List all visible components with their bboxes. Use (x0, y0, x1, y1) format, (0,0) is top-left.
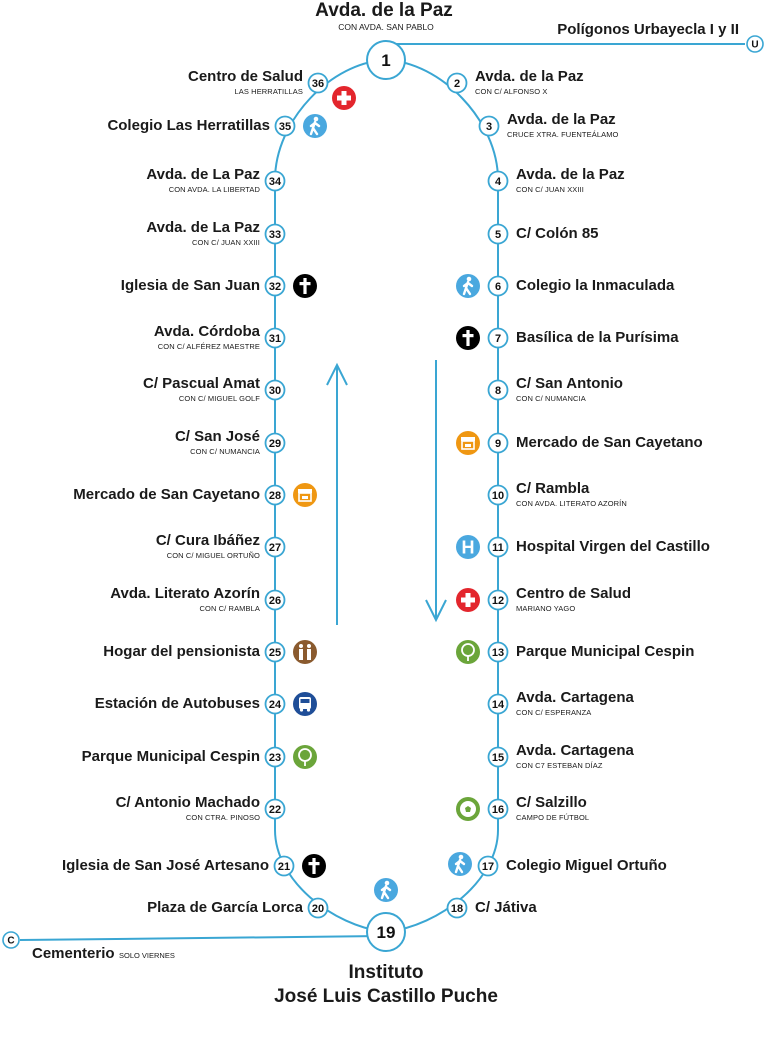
stop-32-label (121, 278, 260, 293)
stop-name: Centro de Salud (187, 68, 303, 85)
stop-19-circle (367, 913, 405, 951)
svg-text:24: 24 (268, 699, 282, 711)
urbayecla-branch-marker (747, 36, 763, 52)
red-cross-icon (456, 588, 480, 612)
stop-name: Centro de Salud (516, 585, 632, 602)
terminal-title-line1: Instituto (348, 962, 424, 983)
stop-34-marker (266, 172, 285, 191)
cross-icon (293, 274, 317, 298)
stop-name: Parque Municipal Cespin (516, 643, 695, 660)
svg-text:21: 21 (277, 861, 291, 873)
stop-33-marker (266, 225, 285, 244)
cross-icon (302, 854, 326, 878)
svg-text:6: 6 (494, 281, 502, 293)
market-stall-icon (293, 483, 317, 507)
stop-29-label (175, 429, 260, 456)
svg-text:36: 36 (311, 78, 325, 90)
stop-10-label (516, 481, 627, 508)
stop-name: Avda. Cartagena (516, 742, 634, 759)
stop-name: C/ Cura Ibáñez (155, 532, 260, 549)
poi-icons (293, 86, 480, 902)
svg-text:31: 31 (268, 333, 282, 345)
stop-cross-street: CON AVDA. LITERATO AZORÍN (516, 499, 627, 508)
stop-5-marker (489, 225, 508, 244)
stop-27-label (156, 533, 260, 560)
svg-text:H: H (461, 537, 475, 558)
stop-cross-street: LAS HERRATILLAS (234, 87, 303, 96)
stop-17-marker (479, 857, 498, 876)
stop-8-label (516, 376, 623, 403)
svg-text:23: 23 (268, 752, 282, 764)
svg-text:27: 27 (268, 542, 282, 554)
stop-36-label (188, 69, 303, 96)
stop-21-label (62, 858, 269, 873)
cross-icon (456, 326, 480, 350)
svg-text:10: 10 (491, 490, 505, 502)
stop-23-marker (266, 748, 285, 767)
svg-text:8: 8 (494, 385, 502, 397)
cementerio-label: Cementerio (32, 945, 115, 962)
stop-20-marker (309, 899, 328, 918)
stop-name: Iglesia de San José Artesano (61, 857, 269, 874)
stop-name: Mercado de San Cayetano (73, 486, 260, 503)
red-cross-icon (332, 86, 356, 110)
top-stop-subtitle: CON AVDA. SAN PABLO (338, 22, 434, 32)
stop-31-label (154, 324, 260, 351)
svg-text:17: 17 (481, 861, 495, 873)
market-stall-icon (456, 431, 480, 455)
stop-cross-street: CON C/ ESPERANZA (516, 708, 592, 717)
stop-16-marker (489, 800, 508, 819)
stop-name: C/ Antonio Machado (115, 794, 260, 811)
stop-18-marker (448, 899, 467, 918)
stop-6-marker (489, 277, 508, 296)
stop-name: C/ Colón 85 (516, 225, 599, 242)
stop-7-label (516, 330, 679, 345)
stop-15-label (516, 743, 634, 770)
stop-name: Avda. de La Paz (146, 166, 260, 183)
stop-name: C/ San José (174, 428, 260, 445)
svg-text:33: 33 (268, 229, 282, 241)
stop-name: Basílica de la Purísima (516, 329, 679, 346)
stop-26-label (110, 586, 260, 613)
stop-3-label (507, 112, 618, 139)
stop-27-marker (266, 538, 285, 557)
stop-16-label (516, 795, 589, 822)
svg-text:22: 22 (268, 804, 282, 816)
stop-name: Hospital Virgen del Castillo (516, 538, 710, 555)
stop-cross-street: CON C/ JUAN XXIII (516, 185, 584, 194)
tree-icon (456, 640, 480, 664)
stop-name: C/ Salzillo (516, 794, 587, 811)
terminal-title-line2: José Luis Castillo Puche (274, 986, 498, 1007)
stop-35-marker (276, 117, 295, 136)
terminal-walking-person-icon (374, 878, 398, 902)
stop-cross-street: CON C/ JUAN XXIII (192, 238, 260, 247)
stop-cross-street: CAMPO DE FÚTBOL (516, 813, 590, 822)
svg-text:5: 5 (494, 229, 502, 241)
stop-21-marker (275, 857, 294, 876)
stop-cross-street: CON AVDA. LA LIBERTAD (168, 185, 260, 194)
cementerio-note: SOLO VIERNES (118, 951, 175, 960)
stop-35-label (107, 118, 270, 133)
walking-person-icon (448, 852, 472, 876)
stop-name: Avda. de la Paz (516, 166, 625, 183)
top-stop-title: Avda. de la Paz (315, 0, 453, 21)
stop-2-marker (448, 74, 467, 93)
stop-30-marker (266, 381, 285, 400)
cementerio-branch-marker (3, 932, 19, 948)
stop-2-label (475, 69, 584, 96)
svg-text:16: 16 (491, 804, 505, 816)
svg-text:34: 34 (268, 176, 282, 188)
branch-cementerio-line (20, 936, 386, 940)
svg-text:14: 14 (491, 699, 505, 711)
svg-text:19: 19 (376, 923, 396, 942)
stop-20-label (147, 900, 303, 915)
stop-name: C/ Rambla (516, 480, 590, 497)
hospital-h-icon (456, 535, 480, 559)
stop-cross-street: MARIANO YAGO (516, 604, 576, 613)
stop-33-label (146, 220, 260, 247)
stop-22-label (116, 795, 260, 822)
football-icon (456, 797, 480, 821)
stop-28-marker (266, 486, 285, 505)
svg-text:20: 20 (311, 903, 325, 915)
stop-name: Hogar del pensionista (103, 643, 260, 660)
stop-26-marker (266, 591, 285, 610)
svg-text:11: 11 (492, 542, 504, 554)
stop-10-marker (489, 486, 508, 505)
stop-name: Estación de Autobuses (94, 695, 260, 712)
stop-name: Avda. de La Paz (146, 219, 260, 236)
stop-4-label (516, 167, 625, 194)
stop-cross-street: CON C/ NUMANCIA (516, 394, 586, 403)
svg-text:9: 9 (494, 438, 502, 450)
stop-cross-street: CON C/ MIGUEL ORTUÑO (166, 551, 260, 560)
stop-name: Avda. de la Paz (475, 68, 584, 85)
stop-17-label (506, 858, 667, 873)
tree-icon (293, 745, 317, 769)
stop-12-label (516, 586, 631, 613)
svg-text:2: 2 (453, 78, 461, 90)
stop-24-marker (266, 695, 285, 714)
route-right-side (386, 60, 498, 932)
svg-text:1: 1 (381, 51, 391, 70)
stop-1-circle (367, 41, 405, 79)
stop-36-marker (309, 74, 328, 93)
stop-8-marker (489, 381, 508, 400)
walking-person-icon (456, 274, 480, 298)
svg-text:U: U (751, 39, 759, 51)
svg-text:7: 7 (494, 333, 502, 345)
stop-9-label (516, 435, 703, 450)
stop-9-marker (489, 434, 508, 453)
svg-text:4: 4 (494, 176, 502, 188)
elderly-couple-icon (293, 640, 317, 664)
stop-name: Avda. Literato Azorín (110, 585, 260, 602)
stop-13-label (516, 644, 694, 659)
stop-cross-street: CON C/ ALFONSO X (475, 87, 548, 96)
svg-text:32: 32 (268, 281, 282, 293)
stop-name: Avda. Cartagena (516, 689, 634, 706)
svg-text:35: 35 (278, 121, 292, 133)
stop-3-marker (480, 117, 499, 136)
stop-name: C/ San Antonio (516, 375, 623, 392)
stop-name: Colegio Las Herratillas (107, 117, 270, 134)
svg-text:12: 12 (491, 595, 505, 607)
svg-text:C: C (7, 935, 15, 947)
svg-text:18: 18 (450, 903, 464, 915)
stop-name: C/ Pascual Amat (143, 375, 260, 392)
stop-name: Mercado de San Cayetano (516, 434, 703, 451)
stop-18-label (475, 900, 537, 915)
stop-11-label (516, 539, 710, 554)
svg-text:29: 29 (268, 438, 282, 450)
stop-30-label (143, 376, 260, 403)
stop-cross-street: CON C/ RAMBLA (199, 604, 260, 613)
stop-name: Plaza de García Lorca (147, 899, 303, 916)
stop-cross-street: CON CTRA. PINOSO (185, 813, 260, 822)
stop-23-label (82, 749, 260, 764)
svg-text:28: 28 (268, 490, 282, 502)
stop-name: Avda. de la Paz (507, 111, 616, 128)
urbayecla-branch-label: Polígonos Urbayecla I y II (557, 21, 739, 38)
walking-person-icon (303, 114, 327, 138)
stop-22-marker (266, 800, 285, 819)
svg-text:25: 25 (268, 647, 282, 659)
stop-cross-street: CON C/ ALFÉREZ MAESTRE (157, 342, 260, 351)
stop-cross-street: CON C7 ESTEBAN DÍAZ (516, 761, 603, 770)
stop-32-marker (266, 277, 285, 296)
stop-14-label (516, 690, 634, 717)
stop-cross-street: CRUCE XTRA. FUENTEÁLAMO (507, 130, 619, 139)
stop-cross-street: CON C/ NUMANCIA (190, 447, 260, 456)
stop-13-marker (489, 643, 508, 662)
svg-text:3: 3 (485, 121, 493, 133)
stop-name: Colegio la Inmaculada (516, 277, 675, 294)
route-left-side (275, 60, 386, 932)
stop-11-marker (489, 538, 508, 557)
stop-12-marker (489, 591, 508, 610)
stop-15-marker (489, 748, 508, 767)
stop-14-marker (489, 695, 508, 714)
stop-name: Colegio Miguel Ortuño (506, 857, 667, 874)
stop-name: Parque Municipal Cespin (81, 748, 260, 765)
stop-cross-street: CON C/ MIGUEL GOLF (178, 394, 260, 403)
stop-31-marker (266, 329, 285, 348)
svg-text:15: 15 (491, 752, 505, 764)
cementerio-branch-label (32, 946, 175, 962)
svg-text:30: 30 (268, 385, 282, 397)
svg-text:13: 13 (491, 647, 505, 659)
direction-arrows (327, 360, 446, 625)
stop-name: Iglesia de San Juan (120, 277, 260, 294)
stop-name: Avda. Córdoba (153, 323, 260, 340)
stop-4-marker (489, 172, 508, 191)
stop-6-label (516, 278, 674, 293)
stop-5-label (516, 226, 599, 241)
stop-25-marker (266, 643, 285, 662)
svg-text:26: 26 (268, 595, 282, 607)
stop-name: C/ Játiva (475, 899, 537, 916)
stop-28-label (73, 487, 260, 502)
bus-icon (293, 692, 317, 716)
stop-29-marker (266, 434, 285, 453)
stop-7-marker (489, 329, 508, 348)
stop-25-label (103, 644, 260, 659)
stop-34-label (146, 167, 260, 194)
stop-24-label (95, 696, 260, 711)
